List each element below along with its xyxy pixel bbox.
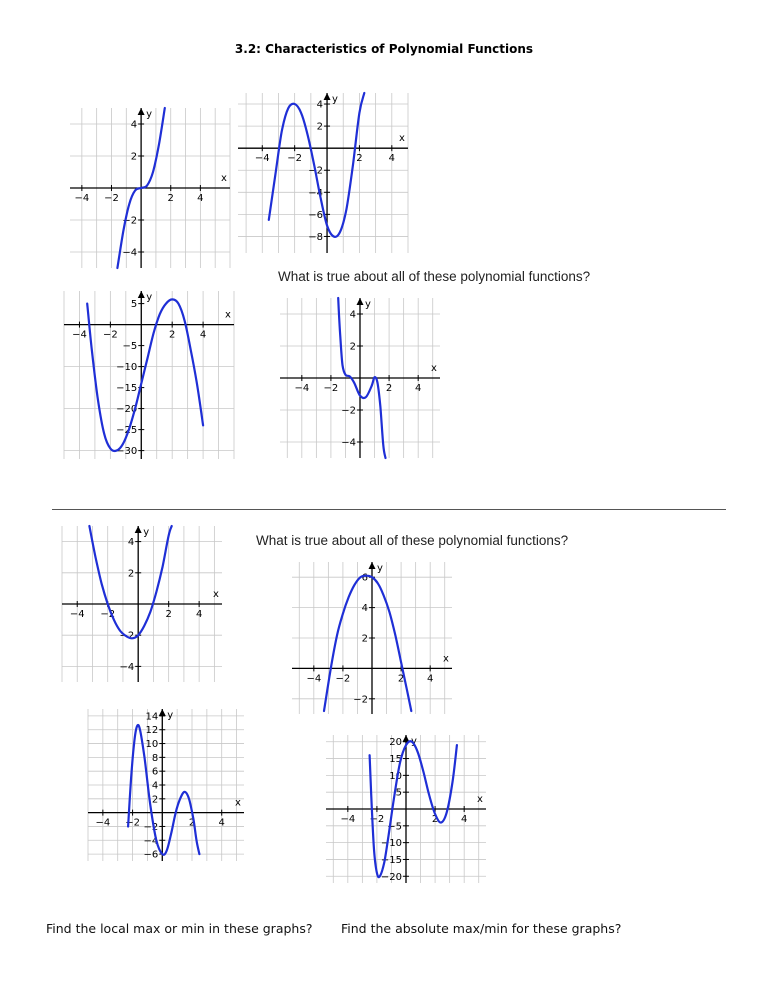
y-axis-arrow	[138, 108, 145, 115]
x-axis-label: x	[235, 797, 241, 809]
y-tick-label: −6	[308, 209, 324, 221]
question-top: What is true about all of these polynomial functions?	[278, 269, 591, 284]
y-axis-label: y	[167, 710, 174, 721]
x-tick-label: −4	[254, 153, 270, 165]
x-tick-label: −2	[323, 383, 339, 394]
y-tick-label: −30	[116, 446, 138, 458]
y-tick-label: 2	[151, 794, 159, 806]
y-tick-label: −10	[116, 362, 138, 374]
y-tick-label: 2	[130, 151, 138, 163]
y-axis-label: y	[365, 299, 371, 310]
x-axis-label: x	[443, 653, 449, 665]
y-axis-label: y	[411, 736, 417, 747]
graph-3	[64, 291, 234, 459]
y-tick-label: −5	[387, 821, 402, 833]
x-axis-label: x	[431, 363, 437, 374]
y-tick-label: 4	[316, 99, 324, 111]
footer-question-left: Find the local max or min in these graphs?	[46, 921, 313, 936]
y-tick-label: −25	[116, 425, 138, 437]
graph-4	[280, 298, 440, 458]
x-tick-label: −4	[69, 609, 85, 620]
x-tick-label: −4	[74, 193, 90, 204]
y-tick-label: −10	[380, 838, 402, 850]
y-tick-label: 4	[130, 119, 138, 131]
y-tick-label: 6	[151, 766, 159, 778]
x-tick-label: 2	[165, 609, 172, 620]
x-tick-label: 4	[388, 153, 395, 165]
x-tick-label: 2	[397, 673, 405, 685]
y-tick-label: 14	[145, 711, 159, 723]
x-tick-label: 4	[195, 609, 203, 620]
x-tick-label: 2	[356, 153, 363, 165]
y-tick-label: 15	[389, 754, 402, 766]
y-tick-label: 4	[127, 537, 135, 549]
y-tick-label: 5	[130, 299, 138, 311]
y-tick-label: 5	[395, 787, 402, 799]
graph-2	[238, 93, 408, 253]
x-axis-label: x	[213, 589, 219, 600]
question-middle: What is true about all of these polynomial functions?	[256, 533, 569, 548]
y-tick-label: −4	[308, 187, 324, 199]
y-axis-arrow	[159, 709, 166, 716]
graph-7	[88, 709, 244, 861]
y-tick-label: 8	[151, 752, 159, 764]
section-divider	[52, 509, 726, 510]
x-tick-label: 4	[197, 193, 204, 204]
y-tick-label: 4	[151, 780, 159, 792]
y-tick-label: 10	[389, 770, 402, 782]
y-tick-label: −2	[119, 630, 135, 642]
x-tick-label: 2	[168, 329, 176, 341]
x-tick-label: −2	[125, 817, 140, 829]
y-axis-label: y	[146, 109, 153, 120]
y-tick-label: −6	[143, 849, 159, 861]
y-tick-label: −2	[143, 821, 159, 833]
y-tick-label: −15	[380, 854, 402, 866]
x-tick-label: −2	[104, 193, 119, 204]
graph-8	[326, 735, 486, 883]
y-tick-label: −2	[308, 165, 324, 177]
x-tick-label: −4	[306, 673, 322, 685]
y-axis-arrow	[138, 291, 145, 298]
y-tick-label: −15	[116, 383, 138, 395]
y-axis-label: y	[377, 563, 383, 574]
x-axis-label: x	[477, 794, 483, 805]
y-tick-label: −20	[380, 871, 402, 883]
y-tick-label: −2	[341, 405, 356, 417]
y-axis-arrow	[357, 298, 364, 305]
y-tick-label: −5	[122, 341, 138, 353]
x-tick-label: 2	[188, 817, 196, 829]
y-tick-label: 4	[361, 603, 368, 615]
y-tick-label: 20	[389, 737, 402, 749]
x-tick-label: 2	[385, 383, 393, 394]
x-tick-label: 4	[426, 673, 434, 685]
x-tick-label: 2	[167, 193, 174, 204]
y-tick-label: 2	[127, 568, 135, 580]
y-axis-label: y	[146, 292, 153, 303]
x-tick-label: −2	[100, 609, 116, 620]
y-axis-arrow	[324, 93, 331, 100]
y-axis-arrow	[369, 562, 376, 569]
y-tick-label: −8	[308, 231, 324, 243]
x-tick-label: 4	[218, 817, 225, 829]
y-tick-label: 6	[361, 572, 368, 584]
x-tick-label: −4	[95, 817, 111, 829]
graph-6	[292, 562, 452, 714]
y-tick-label: −4	[119, 661, 135, 673]
y-tick-label: 4	[349, 309, 356, 321]
x-tick-label: −4	[294, 383, 310, 394]
footer-question-right: Find the absolute max/min for these graphs?	[341, 921, 622, 936]
graph-1	[70, 108, 230, 268]
graph-5	[62, 526, 222, 682]
y-tick-label: 2	[349, 341, 356, 353]
y-tick-label: 10	[145, 739, 159, 751]
x-tick-label: 4	[199, 329, 207, 341]
worksheet-title: 3.2: Characteristics of Polynomial Functions	[234, 42, 534, 56]
x-axis-label: x	[221, 173, 227, 184]
y-tick-label: 2	[316, 121, 324, 133]
x-tick-label: −2	[335, 673, 351, 685]
polynomial-curve	[87, 299, 203, 451]
y-tick-label: −4	[143, 835, 159, 847]
y-tick-label: −20	[116, 404, 138, 416]
grid	[88, 709, 244, 861]
y-axis-label: y	[143, 527, 150, 538]
y-tick-label: −2	[353, 694, 368, 706]
polynomial-curve	[128, 725, 199, 855]
x-tick-label: −2	[102, 329, 118, 341]
y-axis-label: y	[332, 94, 338, 105]
y-axis-arrow	[135, 526, 142, 533]
x-tick-label: 4	[460, 814, 468, 825]
x-axis-label: x	[399, 133, 405, 145]
x-tick-label: 4	[414, 383, 422, 394]
x-tick-label: −4	[72, 329, 87, 341]
y-tick-label: −4	[341, 437, 356, 449]
x-tick-label: −4	[340, 814, 356, 825]
x-tick-label: 2	[431, 814, 439, 825]
y-tick-label: 2	[361, 633, 368, 645]
y-tick-label: −2	[122, 215, 138, 227]
x-tick-label: −2	[287, 153, 303, 165]
y-tick-label: −4	[122, 247, 138, 259]
y-tick-label: 12	[145, 725, 159, 737]
x-axis-label: x	[225, 309, 231, 321]
x-tick-label: −2	[369, 814, 385, 825]
